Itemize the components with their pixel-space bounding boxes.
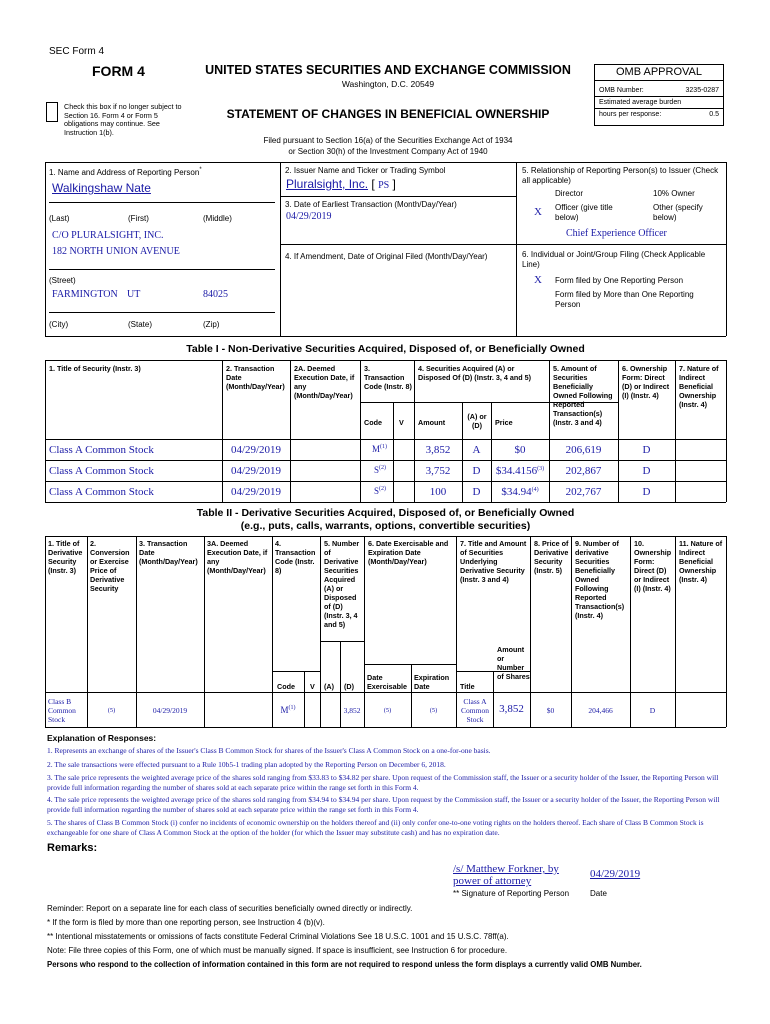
t1-title: Class A Common Stock xyxy=(49,465,154,477)
omb-box xyxy=(594,64,724,126)
issuer-ticker: PS xyxy=(378,180,390,191)
t2-header-deemed: 3A. Deemed Execution Date, if any (Month/Day/Year) xyxy=(207,539,268,575)
remarks-title: Remarks: xyxy=(47,842,98,854)
t2-price: $0 xyxy=(546,706,555,715)
t1-ad: D xyxy=(472,486,481,498)
t2-expiration: (5) xyxy=(429,707,438,714)
t1-ad: D xyxy=(472,465,481,477)
officer-label: Officer (give title below) xyxy=(555,203,613,222)
explanation-title: Explanation of Responses: xyxy=(47,733,157,743)
signature: /s/ Matthew Forkner, by power of attorney xyxy=(453,863,559,887)
omb-number-label: OMB Number: xyxy=(599,87,644,94)
t1-header-v: V xyxy=(399,418,404,427)
t1-owned: 202,867 xyxy=(565,465,602,477)
officer-x-mark: X xyxy=(534,206,542,218)
t2-header-code-sub: Code xyxy=(277,682,295,691)
date-label: Date xyxy=(590,889,607,898)
t2-header-conversion: 2. Conversion or Exercise Price of Derivative Security xyxy=(90,539,130,593)
t1-price: $34.94$^{(4)}$ xyxy=(501,486,539,498)
t1-header-nature: 7. Nature of Indirect Beneficial Ownership (Instr. 4) xyxy=(679,364,719,409)
t2-conversion: (5) xyxy=(107,707,116,714)
one-person-label: Form filed by One Reporting Person xyxy=(555,276,684,285)
t1-header-price: Price xyxy=(495,418,513,427)
t1-code: $S^{(2)}$ xyxy=(374,465,387,475)
t1-date: 04/29/2019 xyxy=(230,465,282,477)
footnote-3: 3. The sale price represents the weighted average price of the shares sold ranging from $33.83 to $34.82 per share. Upon request of the Commission staff, the Issuer or a security holder of the Issuer, the Reporting Person will provide full information regarding the number of shares sold at each separate price within the range set forth in this Form 4. xyxy=(47,773,719,792)
t2-header-price: 8. Price of Derivative Security (Instr. 5) xyxy=(534,539,569,575)
t1-form: D xyxy=(642,465,651,477)
address-line-2: 182 NORTH UNION AVENUE xyxy=(52,246,180,257)
omb-burden-label: Estimated average burden xyxy=(599,99,682,106)
t1-header-code: 3. Transaction Code (Instr. 8) xyxy=(364,364,412,391)
t1-header-owned: 5. Amount of Securities Beneficially Owned Following Reported Transaction(s) (Instr. 3 and 4) xyxy=(553,364,613,427)
t1-owned: 202,767 xyxy=(565,486,602,498)
t1-title: Class A Common Stock xyxy=(49,444,154,456)
footnote-1: 1. Represents an exchange of shares of the Issuer's Class B Common Stock for shares of the Issuer's Class A Common Stock on a one-for-one basis. xyxy=(47,746,491,755)
omb-hours: 0.5 xyxy=(709,111,719,118)
t1-owned: 206,619 xyxy=(565,444,602,456)
t2-header-v: V xyxy=(310,682,315,691)
earliest-transaction-date: 04/29/2019 xyxy=(286,211,332,222)
t1-form: D xyxy=(642,486,651,498)
zip-label: (Zip) xyxy=(203,320,220,329)
t1-code: $M^{(1)}$ xyxy=(372,444,388,454)
t2-disposed: 3,852 xyxy=(343,706,361,715)
t2-header-title: 1. Title of Derivative Security (Instr. 3) xyxy=(48,539,83,575)
t2-header-exercisable: 6. Date Exercisable and Expiration Date (Month/Day/Year) xyxy=(368,539,449,566)
omb-hours-label: hours per response: xyxy=(599,111,662,118)
signature-label: ** Signature of Reporting Person xyxy=(453,889,570,898)
relationship-label: 5. Relationship of Reporting Person(s) to Issuer (Check all applicable) xyxy=(522,166,719,185)
t1-header-date: 2. Transaction Date (Month/Day/Year) xyxy=(226,364,285,391)
ten-percent-owner-label: 10% Owner xyxy=(653,189,695,198)
checkbox-text: Check this box if no longer subject to Section 16. Form 4 or Form 5 obligations may continue. See Instruction 1(b). xyxy=(64,102,182,137)
signature-date: 04/29/2019 xyxy=(590,868,641,880)
t2-header-code: 4. Transaction Code (Instr. 8) xyxy=(275,539,316,575)
more-persons-label: Form filed by More than One Reporting Person xyxy=(555,290,694,309)
issuer-name[interactable]: Pluralsight, Inc. xyxy=(286,177,369,191)
table1-title: Table I - Non-Derivative Securities Acquired, Disposed of, or Beneficially Owned xyxy=(186,343,585,355)
t2-header-amount-shares: Amount or Number of Shares xyxy=(497,645,530,681)
filing-label: 6. Individual or Joint/Group Filing (Check Applicable Line) xyxy=(522,250,706,269)
t1-code: $S^{(2)}$ xyxy=(374,486,387,496)
t1-date: 04/29/2019 xyxy=(230,444,282,456)
omb-title: OMB APPROVAL xyxy=(595,65,723,81)
reporting-person-name[interactable]: Walkingshaw Nate xyxy=(52,181,151,195)
note-1: * If the form is filed by more than one reporting person, see Instruction 4 (b)(v). xyxy=(47,918,325,927)
t2-header-u-title: Title xyxy=(460,682,475,691)
t2-header-d: (D) xyxy=(344,682,354,691)
t2-underlying-amount: 3,852 xyxy=(499,703,524,715)
t2-form: D xyxy=(649,706,656,715)
form-title: FORM 4 xyxy=(92,63,145,79)
t1-amount: 100 xyxy=(429,486,447,498)
t2-header-owned: 9. Number of derivative Securities Beneficially Owned Following Reported Transaction(s) (Instr. 4) xyxy=(575,539,625,620)
table2-title: Table II - Derivative Securities Acquired, Disposed of, or Beneficially Owned xyxy=(196,507,575,519)
street-label: (Street) xyxy=(49,276,76,285)
t2-code: $M^{(1)}$ xyxy=(280,705,296,715)
statement-title: STATEMENT OF CHANGES IN BENEFICIAL OWNERSHIP xyxy=(226,107,550,121)
note-4: Persons who respond to the collection of information contained in this form are not required to respond unless the form displays a currently valid OMB Number. xyxy=(47,960,642,969)
officer-title: Chief Experience Officer xyxy=(566,228,667,239)
t1-price: $0 xyxy=(514,444,526,456)
amendment-label: 4. If Amendment, Date of Original Filed (Month/Day/Year) xyxy=(285,252,488,261)
first-label: (First) xyxy=(128,214,149,223)
t1-ad: A xyxy=(472,444,481,456)
t1-header-securities: 4. Securities Acquired (A) or Disposed Of (D) (Instr. 3, 4 and 5) xyxy=(418,364,532,382)
zip-value: 84025 xyxy=(203,289,228,300)
footnote-2: 2. The sale transactions were effected pursuant to a Rule 10b5-1 trading plan adopted by the Reporting Person on December 6, 2018. xyxy=(47,760,446,769)
no-longer-subject-checkbox[interactable] xyxy=(46,102,58,122)
t1-amount: 3,752 xyxy=(425,465,451,477)
city-label: (City) xyxy=(49,320,69,329)
t2-title: Class B Common Stock xyxy=(48,697,76,724)
city-value: FARMINGTON xyxy=(52,289,118,300)
t1-header-amount: Amount xyxy=(418,418,446,427)
t2-header-date: 3. Transaction Date (Month/Day/Year) xyxy=(139,539,198,566)
one-person-x-mark: X xyxy=(534,274,542,286)
t2-exercisable: (5) xyxy=(383,707,392,714)
t1-header-title: 1. Title of Security (Instr. 3) xyxy=(49,364,141,373)
t2-header-expiration: Expiration Date xyxy=(414,673,450,691)
last-label: (Last) xyxy=(49,214,70,223)
commission-title: UNITED STATES SECURITIES AND EXCHANGE COMMISSION xyxy=(205,63,571,77)
note-2: ** Intentional misstatements or omissions of facts constitute Federal Criminal Violations See 18 U.S.C. 1001 and 15 U.S.C. 78ff(a). xyxy=(47,932,509,941)
other-label: Other (specify below) xyxy=(653,203,703,222)
t1-header-a-or-d: (A) or (D) xyxy=(467,412,487,430)
t2-header-nature: 11. Nature of Indirect Beneficial Ownership (Instr. 4) xyxy=(679,539,723,584)
t2-underlying-title: Class A Common Stock xyxy=(461,697,489,724)
t1-price: $34.4156$^{(3)}$ xyxy=(495,465,545,477)
issuer-label: 2. Issuer Name and Ticker or Trading Symbol xyxy=(285,166,446,175)
reporting-person-label: 1. Name and Address of Reporting Person* xyxy=(49,167,202,177)
t2-header-underlying: 7. Title and Amount of Securities Underlying Derivative Security (Instr. 3 and 4) xyxy=(460,539,527,584)
sec-form-label: SEC Form 4 xyxy=(49,46,105,57)
t2-header-a: (A) xyxy=(324,682,334,691)
earliest-transaction-label: 3. Date of Earliest Transaction (Month/Day/Year) xyxy=(285,200,457,209)
state-value: UT xyxy=(127,289,141,300)
t1-header-form: 6. Ownership Form: Direct (D) or Indirect (I) (Instr. 4) xyxy=(622,364,670,400)
t2-header-form: 10. Ownership Form: Direct (D) or Indirect (I) (Instr. 4) xyxy=(634,539,672,593)
footnote-4: 4. The sale price represents the weighted average price of the shares sold ranging from $34.94 to $34.94 per share. Upon request by the Commission staff, the Issuer or a security holder of the Issuer, the Reporting Person will provide full information regarding the number of shares sold at each separate price within the range set forth in this Form 4. xyxy=(47,795,720,814)
t2-owned: 204,466 xyxy=(588,706,613,715)
footnote-5: 5. The shares of Class B Common Stock (i) confer no incidents of economic ownership on the holders thereof and (ii) only confer one-to-one voting rights on the holders thereof. Each share of Class B Common Stock is exchangeable for one share of Class A Common Stock at the option of the holder (for which the Issuer may substitute cash) and has no expiration date. xyxy=(47,818,704,837)
t1-date: 04/29/2019 xyxy=(230,486,282,498)
state-label: (State) xyxy=(128,320,153,329)
address-line-1: C/O PLURALSIGHT, INC. xyxy=(52,230,164,241)
t1-title: Class A Common Stock xyxy=(49,486,154,498)
commission-city: Washington, D.C. 20549 xyxy=(341,79,435,89)
t1-form: D xyxy=(642,444,651,456)
director-label: Director xyxy=(555,189,584,198)
t1-header-code-sub: Code xyxy=(364,418,382,427)
t2-header-date-exercisable: Date Exercisable xyxy=(367,673,407,691)
t1-header-deemed: 2A. Deemed Execution Date, if any (Month/Day/Year) xyxy=(294,364,355,400)
filed-line-2: or Section 30(h) of the Investment Company Act of 1940 xyxy=(288,147,488,156)
note-3: Note: File three copies of this Form, one of which must be manually signed. If space is insufficient, see Instruction 6 for procedure. xyxy=(47,946,508,955)
issuer-name-ticker: Pluralsight, Inc. [ PS ] xyxy=(286,177,396,191)
t2-header-number: 5. Number of Derivative Securities Acquired (A) or Disposed of (D) (Instr. 3, 4 and 5) xyxy=(324,539,360,629)
reminder-note: Reminder: Report on a separate line for each class of securities beneficially owned directly or indirectly. xyxy=(47,904,413,913)
filed-line-1: Filed pursuant to Section 16(a) of the Securities Exchange Act of 1934 xyxy=(263,136,513,145)
t2-date: 04/29/2019 xyxy=(152,706,188,715)
table2-subtitle: (e.g., puts, calls, warrants, options, convertible securities) xyxy=(240,520,531,532)
t1-amount: 3,852 xyxy=(425,444,451,456)
middle-label: (Middle) xyxy=(203,214,232,223)
omb-number: 3235-0287 xyxy=(685,87,719,94)
